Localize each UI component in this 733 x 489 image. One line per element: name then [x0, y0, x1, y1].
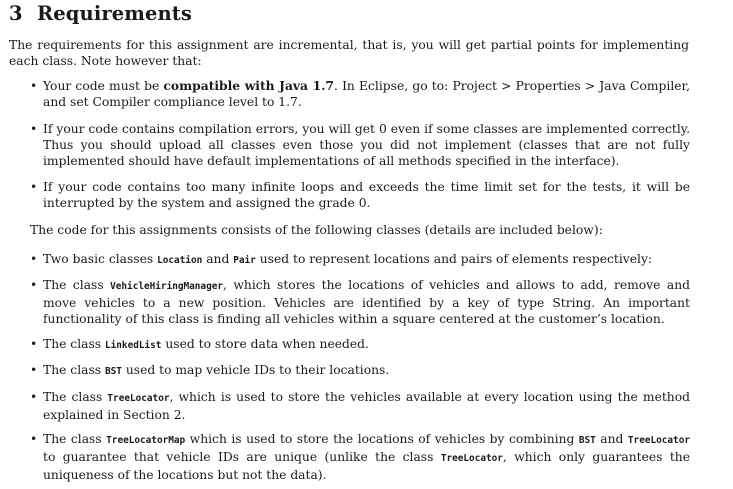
- class-item-bst: [43, 362, 690, 380]
- class-text: used to represent locations and pairs of elements respectively:: [255, 252, 653, 266]
- code-tree-locator-map: TreeLocatorMap: [106, 435, 186, 446]
- code-tree-locator: TreeLocator: [627, 435, 690, 446]
- code-linked-list: LinkedList: [105, 340, 162, 351]
- class-text: The class: [43, 432, 107, 446]
- intro-paragraph: The requirements for this assignment are incremental, that is, you will get partial points for implementing each class. Note however that:: [9, 38, 689, 68]
- class-item-tree-locator-map: [43, 431, 690, 483]
- code-pair: Pair: [233, 255, 256, 266]
- section-number: 3: [9, 2, 23, 25]
- class-text: , which only guarantees the uniqueness of the locations but not the data).: [43, 450, 690, 482]
- class-item-tree-locator: [43, 389, 690, 423]
- bullet-icon: •: [30, 180, 38, 194]
- class-text: and: [595, 432, 628, 446]
- bullet-icon: •: [30, 337, 38, 351]
- bullet-icon: •: [30, 390, 38, 404]
- bullet-icon: •: [30, 79, 38, 93]
- section-title: Requirements: [37, 2, 192, 25]
- code-bst: BST: [578, 435, 596, 446]
- class-text: The class: [43, 337, 105, 351]
- class-text: The class: [43, 278, 111, 292]
- class-text: , which stores the locations of vehicles and allows to add, remove and move vehicles to a new position. Vehicles are identified by a key of type String. An important functionality of this class is finding all vehicles within a square centered at the customer’s location.: [43, 278, 690, 326]
- requirement-text: Your code must be: [43, 79, 164, 93]
- class-text: Two basic classes: [43, 252, 158, 266]
- bullet-icon: •: [30, 252, 38, 266]
- classes-intro-paragraph: The code for this assignments consists of the following classes (details are included below):: [30, 223, 603, 237]
- requirement-compilation-errors: If your code contains compilation errors, you will get 0 even if some classes are implemented correctly. Thus you should upload all classes even those you did not implement (classes that are not fully implemented should have default implementations of all methods specified in the interface).: [43, 122, 690, 168]
- section-heading: [9, 2, 192, 25]
- class-text: used to store data when needed.: [161, 337, 369, 351]
- bullet-icon: •: [30, 278, 38, 292]
- requirement-java-compat: [43, 78, 690, 110]
- class-text: which is used to store the locations of vehicles by combining: [185, 432, 579, 446]
- code-tree-locator: TreeLocator: [440, 453, 503, 464]
- code-tree-locator: TreeLocator: [107, 393, 170, 404]
- class-text: to guarantee that vehicle IDs are unique (unlike the class: [43, 450, 441, 464]
- code-vehicle-hiring-manager: VehicleHiringManager: [110, 281, 224, 292]
- requirement-infinite-loops: If your code contains too many infinite loops and exceeds the time limit set for the tests, it will be interrupted by the system and assigned the grade 0.: [43, 180, 690, 210]
- bullet-icon: •: [30, 363, 38, 377]
- code-location: Location: [157, 255, 203, 266]
- class-item-location-pair: [43, 251, 690, 269]
- class-text: , which is used to store the vehicles available at every location using the method explained in Section 2.: [43, 390, 690, 422]
- class-text: used to map vehicle IDs to their locations.: [121, 363, 390, 377]
- class-text: and: [202, 252, 234, 266]
- class-item-linked-list: [43, 336, 690, 354]
- bullet-icon: •: [30, 432, 38, 446]
- requirement-bold-text: compatible with Java 1.7: [163, 78, 334, 93]
- code-bst: BST: [105, 366, 122, 377]
- class-text: The class: [43, 390, 108, 404]
- requirement-text: . In Eclipse, go to: Project > Properties > Java Compiler, and set Compiler compliance level to 1.7.: [43, 79, 690, 109]
- class-text: The class: [43, 363, 105, 377]
- class-item-vehicle-hiring-manager: [43, 277, 690, 327]
- bullet-icon: •: [30, 122, 38, 136]
